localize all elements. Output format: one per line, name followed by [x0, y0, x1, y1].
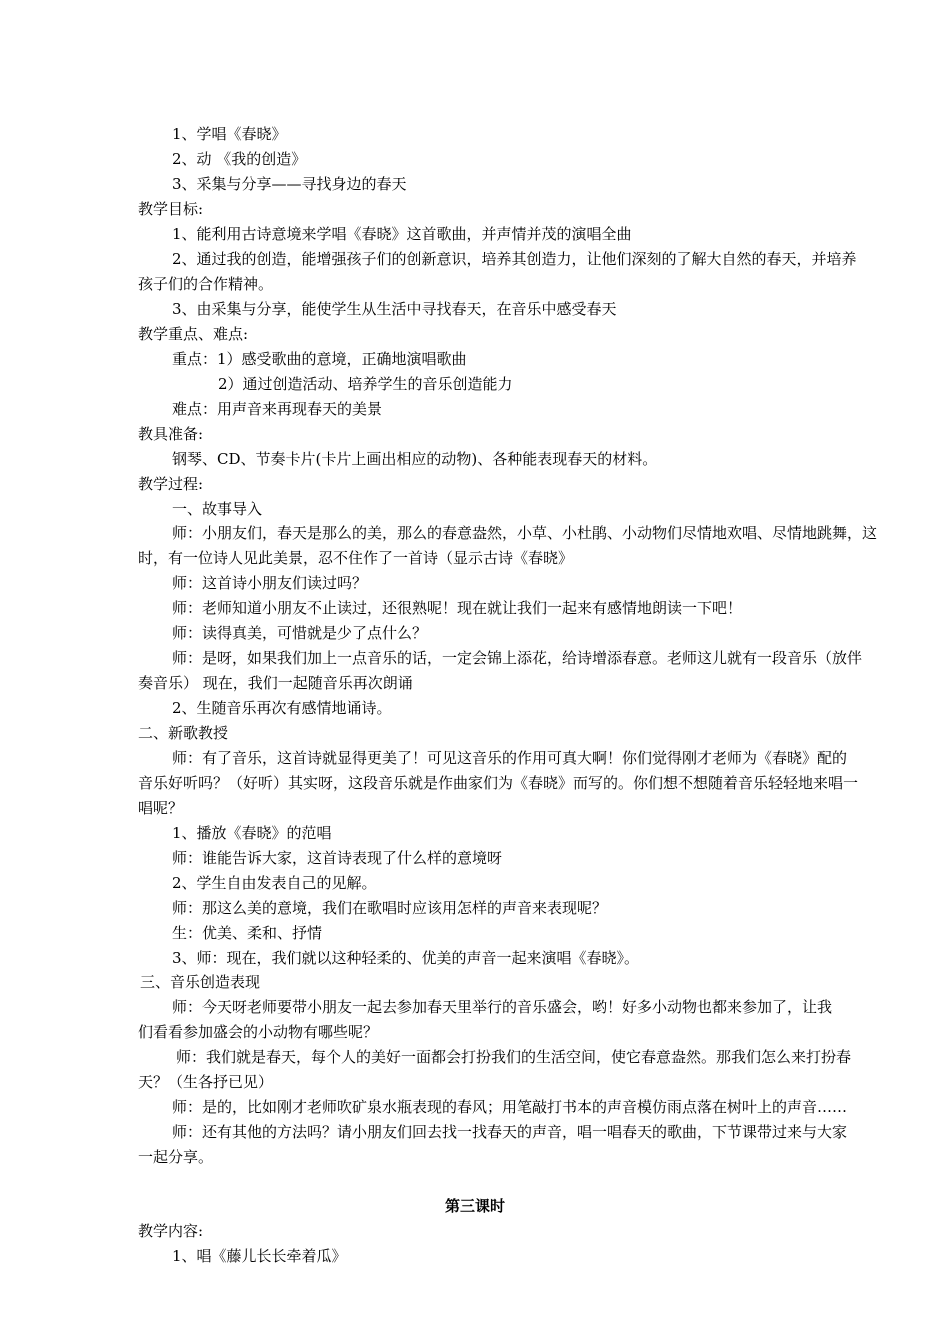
text-line: 重点：1）感受歌曲的意境，正确地演唱歌曲	[172, 350, 467, 368]
text-line: 师：谁能告诉大家，这首诗表现了什么样的意境呀	[172, 849, 503, 867]
text-line: 3、采集与分享——寻找身边的春天	[172, 175, 407, 193]
section-heading: 教学过程:	[138, 475, 204, 493]
text-line: 3、师：现在，我们就以这种轻柔的、优美的声音一起来演唱《春晓》。	[172, 949, 640, 967]
section-heading: 教学目标:	[138, 200, 204, 218]
text-line: 2、动 《我的创造》	[172, 150, 307, 168]
text-line: 1、学唱《春晓》	[172, 125, 287, 143]
text-line: 师：有了音乐，这首诗就显得更美了！可见这音乐的作用可真大啊！你们觉得刚才老师为《春晓》配的	[172, 749, 848, 767]
text-line: 难点：用声音来再现春天的美景	[172, 400, 383, 418]
text-line: 钢琴、CD、节奏卡片(卡片上画出相应的动物)、各种能表现春天的材料。	[172, 450, 658, 468]
text-line: 师：还有其他的方法吗？请小朋友们回去找一找春天的声音，唱一唱春天的歌曲，下节课带过来与大家	[172, 1123, 848, 1141]
text-line: 一、故事导入	[172, 500, 263, 518]
text-line: 1、播放《春晓》的范唱	[172, 824, 332, 842]
text-line: 3、由采集与分享，能使学生从生活中寻找春天，在音乐中感受春天	[172, 300, 617, 318]
section-heading: 教学重点、难点:	[138, 325, 249, 343]
text-line: 生：优美、柔和、抒情	[172, 924, 323, 942]
text-line: 师：是呀，如果我们加上一点音乐的话，一定会锦上添花，给诗增添春意。老师这儿就有一段音乐（放伴	[172, 649, 863, 667]
text-line: 时，有一位诗人见此美景，忍不住作了一首诗（显示古诗《春晓》	[138, 549, 574, 567]
text-line: 师：这首诗小朋友们读过吗？	[172, 574, 368, 592]
text-line: 们看看参加盛会的小动物有哪些呢？	[138, 1023, 379, 1041]
text-line: 唱呢？	[138, 799, 184, 817]
text-line: 孩子们的合作精神。	[138, 275, 274, 293]
text-line: 师：老师知道小朋友不止读过，还很熟呢！现在就让我们一起来有感情地朗读一下吧！	[172, 599, 743, 617]
text-line: 师：小朋友们，春天是那么的美，那么的春意盎然，小草、小杜鹃、小动物们尽情地欢唱、尽情地跳舞，这	[172, 524, 878, 542]
section-heading: 教具准备:	[138, 425, 204, 443]
text-line: 2、生随音乐再次有感情地诵诗。	[172, 699, 392, 717]
lesson-title: 第三课时	[444, 1197, 505, 1215]
section-heading: 教学内容:	[138, 1222, 204, 1240]
text-line: 天？（生各抒已见）	[138, 1073, 274, 1091]
section-heading: 三、音乐创造表现	[140, 973, 261, 991]
text-line: 2、学生自由发表自己的见解。	[172, 874, 377, 892]
text-line: 2）通过创造活动、培养学生的音乐创造能力	[218, 375, 513, 393]
text-line: 师：今天呀老师要带小朋友一起去参加春天里举行的音乐盛会，哟！好多小动物也都来参加了，让我	[172, 998, 833, 1016]
section-heading: 二、新歌教授	[138, 724, 229, 742]
text-line: 师：是的，比如刚才老师吹矿泉水瓶表现的春风；用笔敲打书本的声音模仿雨点落在树叶上的声音……	[172, 1098, 848, 1116]
text-line: 1、唱《藤儿长长牵着瓜》	[172, 1247, 347, 1265]
text-line: 师：读得真美，可惜就是少了点什么？	[172, 624, 428, 642]
text-line: 音乐好听吗？（好听）其实呀，这段音乐就是作曲家们为《春晓》而写的。你们想不想随着音乐轻轻地来唱一	[138, 774, 859, 792]
text-line: 一起分享。	[138, 1148, 214, 1166]
text-line: 2、通过我的创造，能增强孩子们的创新意识，培养其创造力，让他们深刻的了解大自然的春天，并培养	[172, 250, 857, 268]
text-line: 师：我们就是春天，每个人的美好一面都会打扮我们的生活空间，使它春意盎然。那我们怎么来打扮春	[176, 1048, 852, 1066]
text-line: 师：那这么美的意境，我们在歌唱时应该用怎样的声音来表现呢？	[172, 899, 608, 917]
text-line: 1、能利用古诗意境来学唱《春晓》这首歌曲，并声情并茂的演唱全曲	[172, 225, 632, 243]
text-line: 奏音乐） 现在，我们一起随音乐再次朗诵	[138, 674, 413, 692]
